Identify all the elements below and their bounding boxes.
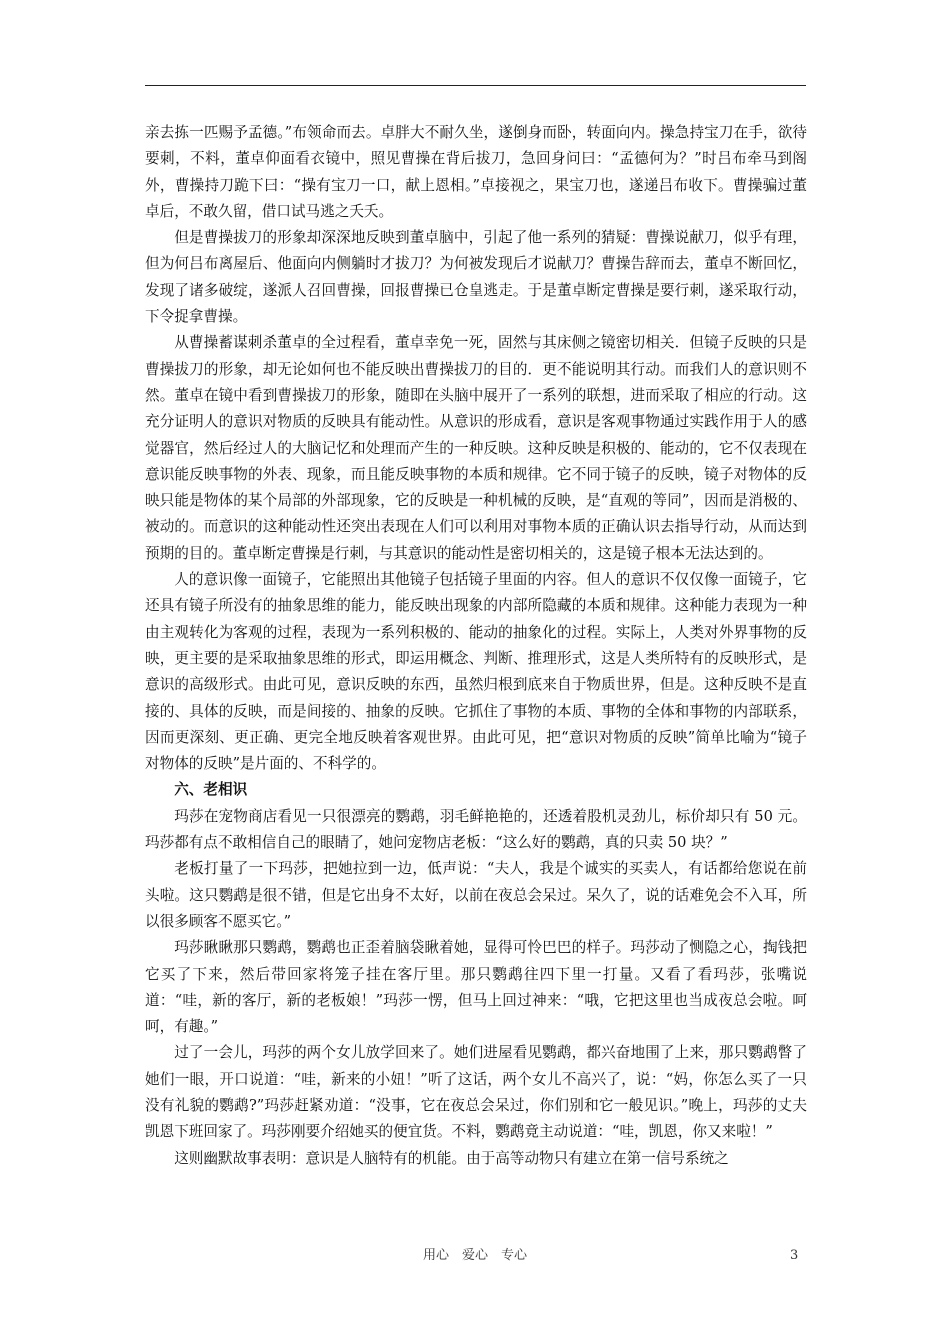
section-heading: 六、老相识 — [174, 781, 248, 799]
paragraph: 人的意识像一面镜子，它能照出其他镜子包括镜子里面的内容。但人的意识不仅仅像一面镜子，它还具有镜子所没有的抽象思维的能力，能反映出现象的内部所隐藏的本质和规律。这种能力表现为一种由主观转化为客观的过程，表现为一系列积极的、能动的抽象化的过程。实际上，人类对外界事物的反映，更主要的是采取抽象思维的形式，即运用概念、判断、推理形式，这是人类所特有的反映形式，是意识的高级形式。由此可见，意识反映的东西，虽然归根到底来自于物质世界，但是。这种反映不是直接的、具体的反映，而是间接的、抽象的反映。它抓住了事物的本质、事物的全体和事物的内部联系，因而更深刻、更正确、更完全地反映着客观世界。由此可见，把“意识对物质的反映”简单比喻为“镜子对物体的反映”是片面的、不科学的。 — [145, 571, 807, 773]
story-paragraph: 玛莎在宠物商店看见一只很漂亮的鹦鹉，羽毛鲜艳艳的，还透着股机灵劲儿，标价却只有 50 元。玛莎都有点不敢相信自己的眼睛了，她问宠物店老板：“这么好的鹦鹉，真的只卖 50 块？” — [145, 807, 807, 852]
paragraph-continuation: 亲去拣一匹赐予孟德。”布领命而去。卓胖大不耐久坐，遂倒身而卧，转面向内。操急持宝刀在手，欲待要刺，不料，董卓仰面看衣镜中，照见曹操在背后拔刀，急回身问曰：“孟德何为？”时吕布牵马到阁外，曹操持刀跪下曰：“操有宝刀一口，献上恩相。”卓接视之，果宝刀也，遂递吕布收下。曹操骗过董卓后，不敢久留，借口试马逃之夭夭。 — [145, 124, 807, 220]
story-paragraph: 过了一会儿，玛莎的两个女儿放学回来了。她们进屋看见鹦鹉，都兴奋地围了上来，那只鹦鹉瞥了她们一眼，开口说道：“哇，新来的小妞！”听了这话，两个女儿不高兴了，说：“妈，你怎么买了一只没有礼貌的鹦鹉?”玛莎赶紧劝道：“没事，它在夜总会呆过，你们别和它一般见识。”晚上，玛莎的丈夫凯恩下班回家了。玛莎刚要介绍她买的便宜货。不料，鹦鹉竟主动说道：“哇，凯恩，你又来啦！” — [145, 1044, 807, 1141]
story-paragraph: 老板打量了一下玛莎，把她拉到一边，低声说：“夫人，我是个诚实的买卖人，有话都给您说在前头啦。这只鹦鹉是很不错，但是它出身不太好，以前在夜总会呆过。呆久了，说的话难免会不入耳，所以很多顾客不愿买它。” — [145, 860, 807, 930]
header-rule — [145, 85, 806, 86]
footer-motto: 用心 爱心 专心 — [422, 1248, 527, 1263]
story-paragraph: 这则幽默故事表明：意识是人脑特有的机能。由于高等动物只有建立在第一信号系统之 — [174, 1149, 729, 1167]
paragraph: 但是曹操拔刀的形象却深深地反映到董卓脑中，引起了他一系列的猜疑：曹操说献刀，似乎有理，但为何吕布离屋后、他面向内侧躺时才拔刀？为何被发现后才说献刀？曹操告辞而去，董卓不断回忆，发现了诸多破绽，遂派人召回曹操，回报曹操已仓皇逃走。于是董卓断定曹操是要行刺，遂采取行动，下令捉拿曹操。 — [145, 229, 807, 326]
paragraph: 从曹操蓄谋刺杀董卓的全过程看，董卓幸免一死，固然与其床侧之镜密切相关．但镜子反映的只是曹操拔刀的形象，却无论如何也不能反映出曹操拔刀的目的．更不能说明其行动。而我们人的意识则不然。董卓在镜中看到曹操拔刀的形象，随即在头脑中展开了一系列的联想，进而采取了相应的行动。这充分证明人的意识对物质的反映具有能动性。从意识的形成看，意识是客观事物通过实践作用于人的感觉器官，然后经过人的大脑记忆和处理而产生的一种反映。这种反映是积极的、能动的，它不仅表现在意识能反映事物的外表、现象，而且能反映事物的本质和规律。它不同于镜子的反映，镜子对物体的反映只能是物体的某个局部的外部现象，它的反映是一种机械的反映，是“直观的等同”，因而是消极的、被动的。而意识的这种能动性还突出表现在人们可以利用对事物本质的正确认识去指导行动，从而达到预期的目的。董卓断定曹操是行刺，与其意识的能动性是密切相关的，这是镜子根本无法达到的。 — [145, 334, 807, 562]
page-body — [145, 120, 807, 1172]
page-number: 3 — [790, 1248, 799, 1263]
story-paragraph: 玛莎瞅瞅那只鹦鹉，鹦鹉也正歪着脑袋瞅着她，显得可怜巴巴的样子。玛莎动了恻隐之心，掏钱把它买了下来，然后带回家将笼子挂在客厅里。那只鹦鹉往四下里一打量。又看了看玛莎，张嘴说道：“哇，新的客厅，新的老板娘！”玛莎一愣，但马上回过神来：“哦，它把这里也当成夜总会啦。呵呵，有趣。” — [145, 939, 807, 1036]
